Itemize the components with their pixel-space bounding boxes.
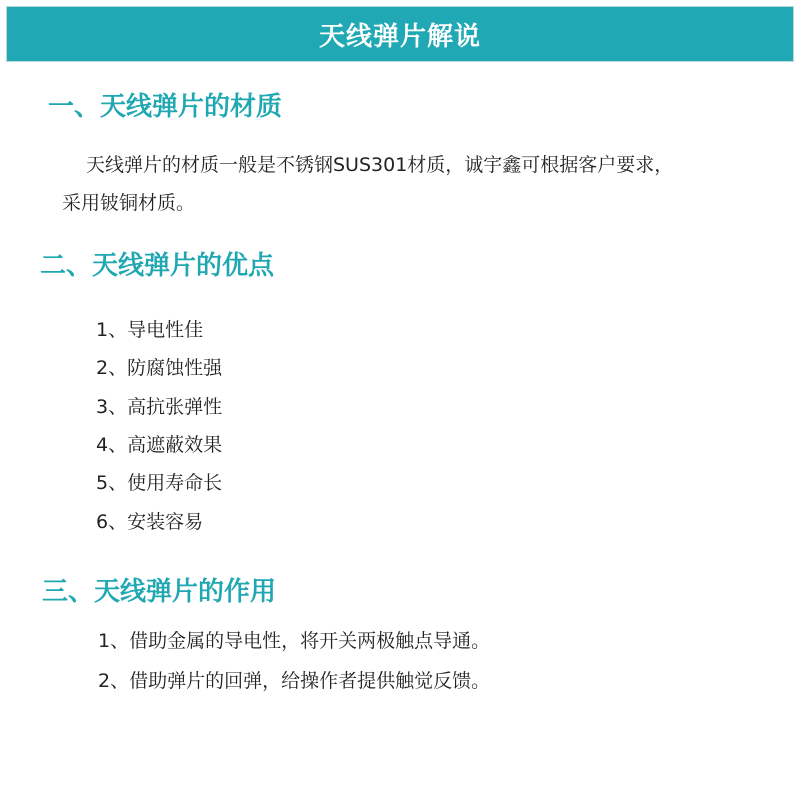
advantage-list-item: 2、防腐蚀性强 [96,357,223,379]
advantage-list-item: 5、使用寿命长 [96,472,223,494]
advantage-list-item: 6、安装容易 [96,511,204,533]
section-heading-functions: 三、天线弹片的作用 [42,577,277,607]
advantage-list-item: 1、导电性佳 [96,319,204,341]
title-banner [6,6,794,62]
section-heading-material: 一、天线弹片的材质 [48,92,283,122]
function-list-item: 2、借助弹片的回弹，给操作者提供触觉反馈。 [98,670,491,692]
advantage-list-item: 4、高遮蔽效果 [96,434,223,456]
material-paragraph-line-2: 采用铍铜材质。 [62,192,196,214]
section-heading-advantages: 二、天线弹片的优点 [40,251,275,281]
advantage-list-item: 3、高抗张弹性 [96,396,223,418]
material-paragraph-line-1: 天线弹片的材质一般是不锈钢SUS301材质，诚宇鑫可根据客户要求， [86,154,674,176]
function-list-item: 1、借助金属的导电性，将开关两极触点导通。 [98,630,491,652]
page-title: 天线弹片解说 [318,21,481,52]
